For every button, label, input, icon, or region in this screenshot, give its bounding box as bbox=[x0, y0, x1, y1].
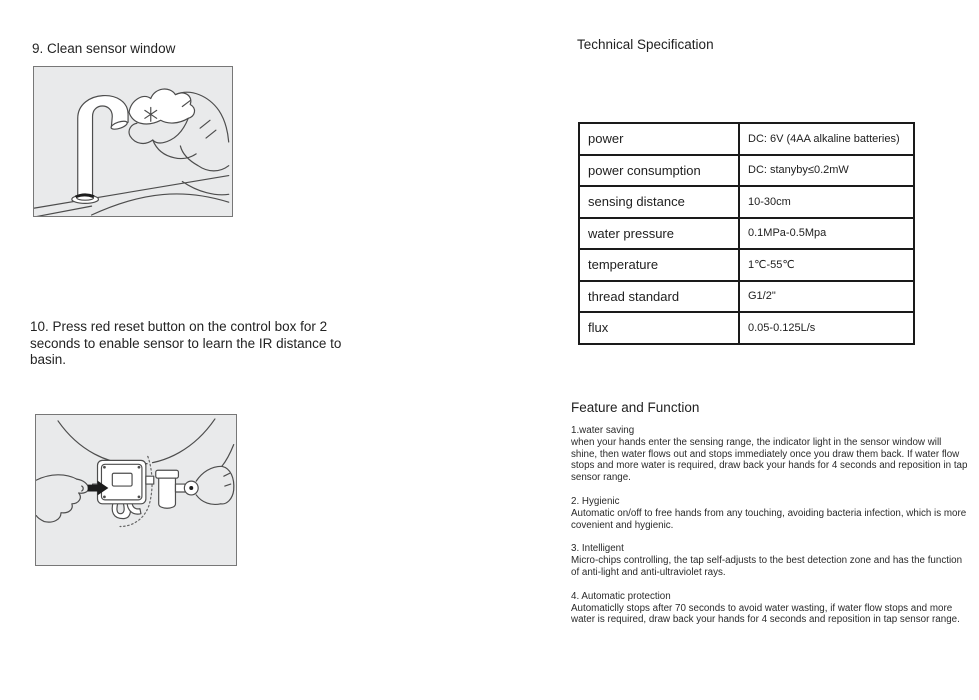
feature-item-heading: 1.water saving bbox=[571, 425, 635, 436]
feature-item-body: Automaticlly stops after 70 seconds to avoid water wasting, if water flow stops and more water is required, draw back your hands for 4 seconds and reposition in tap sensor range. bbox=[571, 602, 960, 626]
tech-spec-heading: Technical Specification bbox=[577, 37, 714, 52]
spec-label-cell: power bbox=[579, 123, 739, 155]
spec-value-cell: 1℃-55℃ bbox=[739, 249, 914, 281]
table-row bbox=[579, 218, 914, 250]
spec-label-cell: temperature bbox=[579, 249, 739, 281]
spec-label-cell: water pressure bbox=[579, 218, 739, 250]
table-row bbox=[579, 123, 914, 155]
table-row bbox=[579, 155, 914, 187]
feature-item-body: Automatic on/off to free hands from any touching, avoiding bacteria infection, which is more covenient and hygienic. bbox=[571, 507, 967, 531]
spec-label-cell: sensing distance bbox=[579, 186, 739, 218]
table-row bbox=[579, 312, 914, 344]
spec-value-cell: 0.1MPa-0.5Mpa bbox=[739, 218, 914, 250]
spec-value-cell: DC: 6V (4AA alkaline batteries) bbox=[739, 123, 914, 155]
feature-section bbox=[571, 496, 969, 531]
table-row bbox=[579, 249, 914, 281]
spec-value-cell: DC: stanyby≤0.2mW bbox=[739, 155, 914, 187]
feature-item-heading: 2. Hygienic bbox=[571, 495, 620, 507]
feature-item-body: Micro-chips controlling, the tap self-adjusts to the best detection zone and has the function of anti-light and anti-ultraviolet rays. bbox=[571, 555, 963, 578]
spec-value-cell: 10-30cm bbox=[739, 186, 914, 218]
step10-text: 10. Press red reset button on the control box for 2 seconds to enable sensor to learn the IR distance to basin. bbox=[30, 319, 342, 367]
spec-label-cell: thread standard bbox=[579, 281, 739, 313]
spec-label-cell: power consumption bbox=[579, 155, 739, 187]
feature-section bbox=[571, 425, 969, 484]
feature-list bbox=[571, 425, 969, 638]
feature-item-heading: 4. Automatic protection bbox=[571, 590, 671, 602]
spec-value-cell: G1/2" bbox=[739, 281, 914, 313]
step9-heading: 9. Clean sensor window bbox=[32, 41, 176, 56]
figure-control-box bbox=[35, 414, 237, 566]
spec-table bbox=[578, 122, 915, 345]
feature-item-body: when your hands enter the sensing range, the indicator light in the sensor window will shine, then water flows out and stops immediately once you draw them back. If water flow stops and more water is required, draw back your hands for 4 seconds and reposition in tap sensor range. bbox=[571, 436, 968, 484]
spec-value-cell: 0.05-0.125L/s bbox=[739, 312, 914, 344]
table-row bbox=[579, 281, 914, 313]
feature-section bbox=[571, 591, 969, 626]
control-box-illustration bbox=[36, 415, 236, 565]
feature-section bbox=[571, 543, 969, 578]
faucet-cleaning-illustration bbox=[34, 67, 232, 216]
figure-clean-sensor-window bbox=[33, 66, 233, 217]
feature-function-heading: Feature and Function bbox=[571, 400, 700, 415]
table-row bbox=[579, 186, 914, 218]
spec-label-cell: flux bbox=[579, 312, 739, 344]
feature-item-heading: 3. Intelligent bbox=[571, 543, 624, 555]
